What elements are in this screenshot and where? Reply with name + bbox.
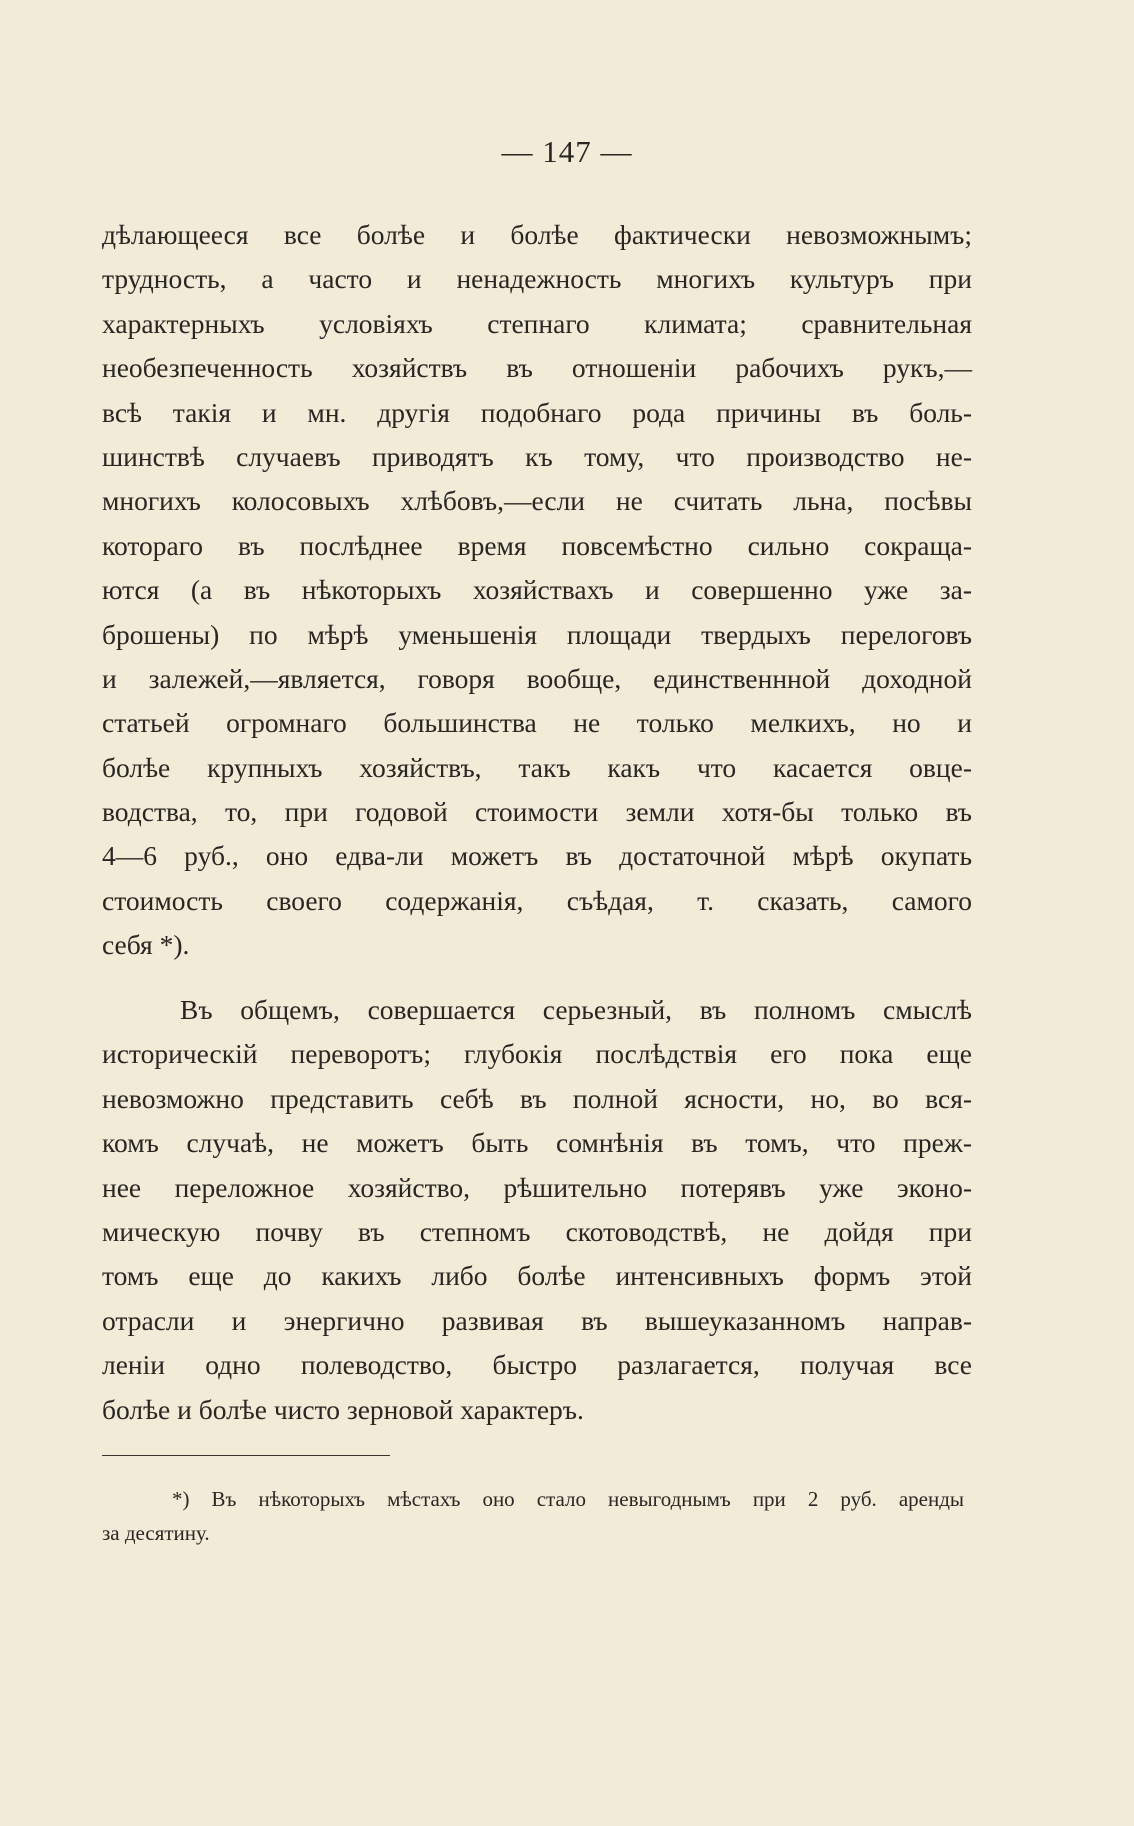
text-line: болѣе и болѣе чисто зерновой характеръ. xyxy=(102,1393,584,1425)
text-line: мическую почву въ степномъ скотоводствѣ, не дойдя при xyxy=(102,1215,972,1247)
text-line: трудность, а часто и ненадежность многихъ культуръ при xyxy=(102,263,972,295)
page-number: — 147 — xyxy=(501,134,633,169)
paragraph-2 xyxy=(102,988,972,1432)
text-line: статьей огромнаго большинства не только мелкихъ, но и xyxy=(102,707,972,739)
text-line: дѣлающееся все болѣе и болѣе фактически невозможнымъ; xyxy=(102,219,972,250)
text-line: необезпеченность хозяйствъ въ отношеніи рабочихъ рукъ,— xyxy=(102,352,972,384)
text-line: историческій переворотъ; глубокія послѣдствія его пока еще xyxy=(102,1038,972,1070)
text-line: нее переложное хозяйство, рѣшительно потерявъ уже эконо- xyxy=(102,1171,972,1203)
text-line: себя *). xyxy=(102,929,190,961)
text-line: леніи одно полеводство, быстро разлагается, получая все xyxy=(102,1349,972,1381)
text-line: многихъ колосовыхъ хлѣбовъ,—если не считать льна, посѣвы xyxy=(102,485,972,517)
text-line: комъ случаѣ, не можетъ быть сомнѣнія въ томъ, что преж- xyxy=(102,1127,972,1159)
text-line: водства, то, при годовой стоимости земли хотя-бы только въ xyxy=(102,796,972,828)
text-line: Въ общемъ, совершается серьезный, въ полномъ смыслѣ xyxy=(180,994,972,1025)
text-line: болѣе крупныхъ хозяйствъ, такъ какъ что касается овце- xyxy=(102,751,972,783)
text-line: 4—6 руб., оно едва-ли можетъ въ достаточной мѣрѣ окупать xyxy=(102,840,972,872)
footnote xyxy=(102,1482,964,1550)
text-line: томъ еще до какихъ либо болѣе интенсивныхъ формъ этой xyxy=(102,1260,972,1292)
footnote-divider xyxy=(102,1455,390,1456)
text-line: шинствѣ случаевъ приводятъ къ тому, что производство не- xyxy=(102,440,972,472)
text-line: отрасли и энергично развивая въ вышеуказанномъ направ- xyxy=(102,1304,972,1336)
footnote-line: *) Въ нѣкоторыхъ мѣстахъ оно стало невыгоднымъ при 2 руб. аренды xyxy=(172,1487,964,1511)
text-line: ются (а въ нѣкоторыхъ хозяйствахъ и совершенно уже за- xyxy=(102,574,972,606)
paragraph-1 xyxy=(102,213,972,968)
text-line: котораго въ послѣднее время повсемѣстно сильно сокраща- xyxy=(102,529,972,561)
footnote-line: за десятину. xyxy=(102,1521,210,1545)
text-line: и залежей,—является, говоря вообще, единственнной доходной xyxy=(102,662,972,694)
text-line: стоимость своего содержанія, съѣдая, т. сказать, самого xyxy=(102,884,972,916)
text-line: характерныхъ условіяхъ степнаго климата; сравнительная xyxy=(102,307,972,339)
text-line: брошены) по мѣрѣ уменьшенія площади твердыхъ перелоговъ xyxy=(102,618,972,650)
text-line: всѣ такія и мн. другія подобнаго рода причины въ боль- xyxy=(102,396,972,428)
text-line: невозможно представить себѣ въ полной ясности, но, во вся- xyxy=(102,1082,972,1114)
